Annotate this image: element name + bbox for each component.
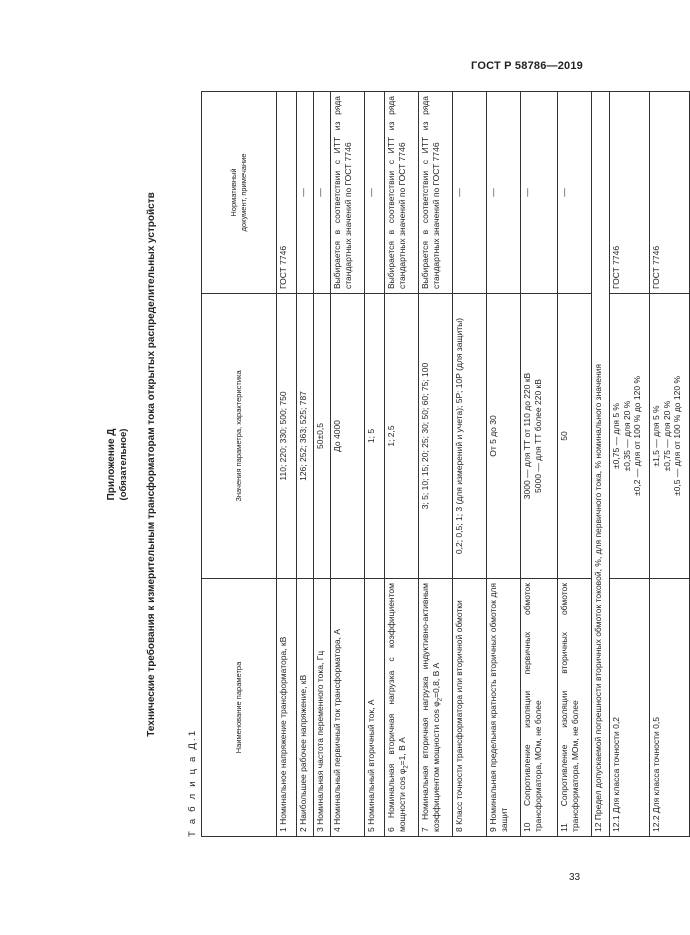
row-norm: — [558,92,592,294]
row-param: 5 Номинальный вторичный ток, А [365,579,385,837]
value-line: ±0,5 — для от 100 % до 120 % [672,376,682,496]
param-subscript: 2 [403,765,410,769]
row-param: 8 Класс точности трансформатора или вторичной обмотки [453,579,487,837]
table-title: Технические требования к измерительным трансформаторам тока открытых распределительных устройств [146,192,157,737]
row-norm: Выбирается в соответствии с ИТТ из ряда стандартных значений по ГОСТ 7746 [419,92,453,294]
table-row [610,92,650,837]
row-norm: — [453,92,487,294]
page-number: 33 [569,872,581,883]
row-norm: ГОСТ 7746 [277,92,297,294]
row-param: 10 Сопротивление изоляции первичных обмоток трансформатора, МОм, не более [521,579,558,837]
row-value: 0,2; 0,5; 1; 3 (для измерений и учета); 5Р; 10Р (для защиты) [453,294,487,579]
row-norm: ГОСТ 7746 [650,92,690,294]
table-row [592,92,610,837]
row-param: 4 Номинальный первичный ток трансформатора, А [331,579,365,837]
document-code: ГОСТ Р 58786—2019 [471,60,583,72]
row-norm: — [487,92,521,294]
value-line: ±1,5 — для 5 % [651,405,661,467]
row-value: 1; 2,5 [385,294,419,579]
value-line: 5000 — для ТТ более 220 кВ [532,379,543,493]
table-row [314,92,331,837]
row-norm: — [314,92,331,294]
table-row [331,92,365,837]
row-norm: Выбирается в соответствии с ИТТ из ряда стандартных значений по ГОСТ 7746 [331,92,365,294]
table-row [277,92,297,837]
value-line: ±0,75 — для 5 % [611,403,621,469]
row-param [385,579,419,837]
table-row [365,92,385,837]
table-row [419,92,453,837]
value-line: ±0,2 — для от 100 % до 120 % [632,376,642,496]
table-row [558,92,592,837]
param-text-a: 7 Номинальная вторичная нагрузка индуктивно-активным коэффициентом мощности cos φ [420,583,441,832]
value-line: 3000 — для ТТ от 110 до 220 кВ [522,372,532,500]
row-value [650,294,690,579]
table-row [521,92,558,837]
row-norm: ГОСТ 7746 [610,92,650,294]
row-value: До 4000 [331,294,365,579]
row-param: 11 Сопротивление изоляции вторичных обмоток трансформатора, МОм, не более [558,579,592,837]
row-param: 3 Номинальная частота переменного тока, Гц [314,579,331,837]
row-param: 9 Номинальная предельная кратность вторичных обмоток для защит [487,579,521,837]
row-norm: Выбирается в соответствии с ИТТ из ряда стандартных значений по ГОСТ 7746 [385,92,419,294]
header-norm [202,92,277,294]
header-param: Наименование параметра [202,579,277,837]
row-param: 2 Наибольшее рабочее напряжение, кВ [297,579,314,837]
row-span-heading: 12 Предел допускаемой погрешности вторичных обмоток токовой, %, для первичного тока, % номинального значения [592,92,610,837]
row-norm: — [297,92,314,294]
row-value: 110; 220; 330; 500; 750 [277,294,297,579]
requirements-table [201,91,690,837]
value-line: ±0,75 — для 20 % [661,400,672,472]
appendix-subtitle: (обязательное) [118,428,129,501]
param-text-b: =1, В А [396,737,407,766]
row-value: 126; 252; 363; 525; 787 [297,294,314,579]
table-label: Т а б л и ц а Д.1 [187,728,198,837]
param-subscript: 2 [437,697,444,702]
row-param: 1 Номинальное напряжение трансформатора, кВ [277,579,297,837]
header-value: Значения параметра, характеристика [202,294,277,579]
row-norm: — [365,92,385,294]
row-value [610,294,650,579]
param-text-b: =0,8, В А [430,662,441,698]
row-value: 50±0,5 [314,294,331,579]
row-value: 1; 5 [365,294,385,579]
row-value: 3; 5; 10; 15; 20; 25; 30; 50; 60; 75; 100 [419,294,453,579]
row-param [419,579,453,837]
table-row [650,92,690,837]
row-value: От 5 до 30 [487,294,521,579]
table-header-row [202,92,277,837]
param-text-a: 6 Номинальная вторичная нагрузка с коэффициентом мощности cos φ [386,583,407,832]
row-norm: — [521,92,558,294]
table-row [487,92,521,837]
rotated-appendix-content [106,92,682,837]
table-row [297,92,314,837]
row-value [521,294,558,579]
header-norm-line2: документ, примечание [239,153,248,232]
value-line: ±0,35 — для 20 % [621,400,632,472]
header-norm-line1: Нормативный [228,168,238,217]
table-row [453,92,487,837]
row-value: 50 [558,294,592,579]
row-param: 12.1 Для класса точности 0,2 [610,579,650,837]
table-row [385,92,419,837]
row-param: 12.2 Для класса точности 0,5 [650,579,690,837]
appendix-title: Приложение Д [106,428,117,501]
